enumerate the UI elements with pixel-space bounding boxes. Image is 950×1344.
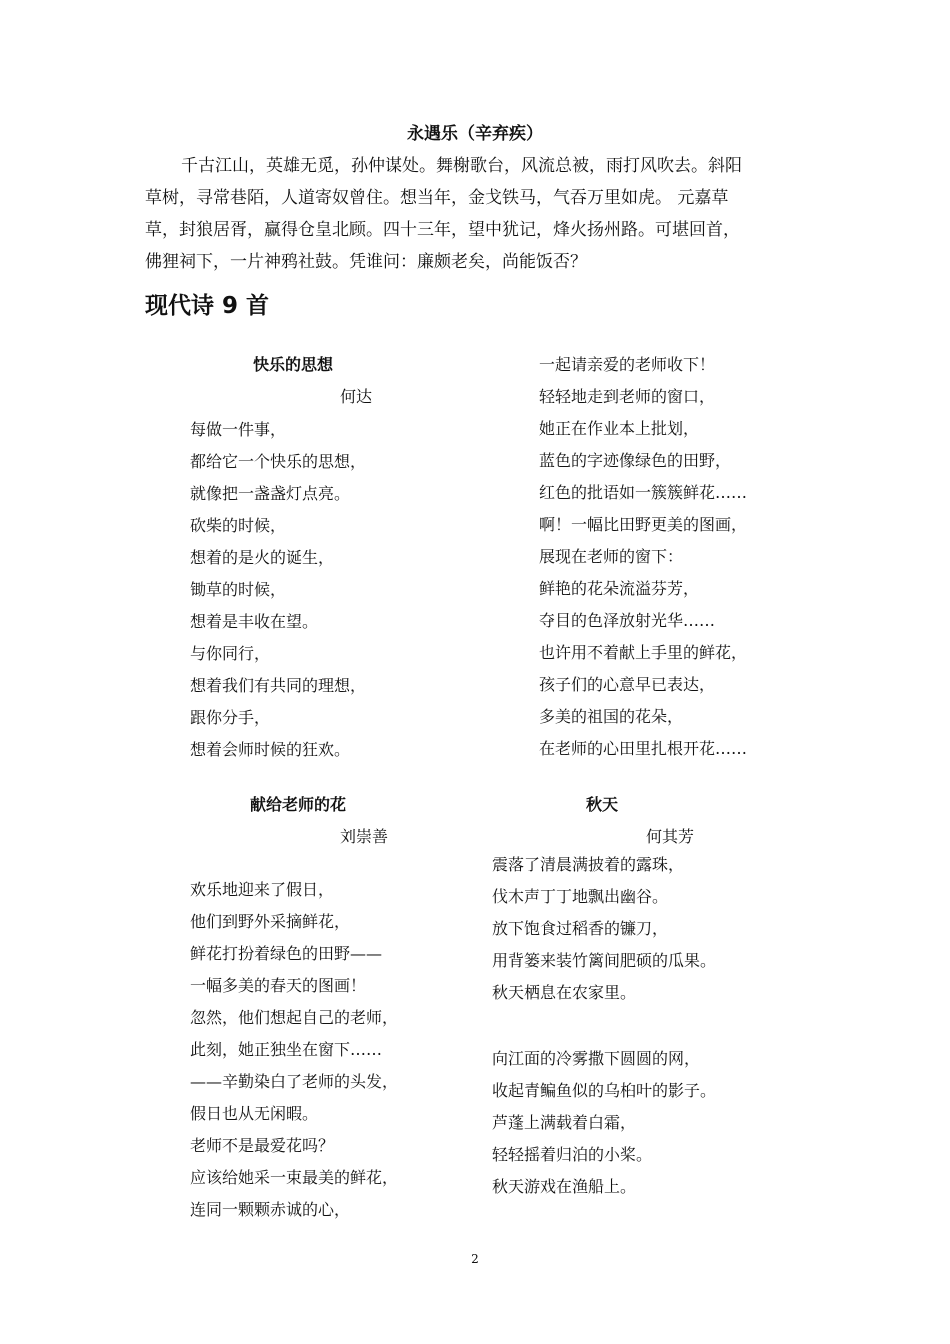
poem-line: 连同一颗颗赤诚的心， <box>190 1200 351 1219</box>
page-number: 2 <box>471 1252 479 1266</box>
poem-title-autumn: 秋天 <box>586 795 619 814</box>
poem-line: 蓝色的字迹像绿色的田野， <box>539 451 732 470</box>
poem-title-flowers-for-teacher: 献给老师的花 <box>250 795 347 814</box>
poem-line: 都给它一个快乐的思想， <box>190 452 367 471</box>
poem-line: 忽然，他们想起自己的老师， <box>190 1008 399 1027</box>
poem-line: 砍柴的时候， <box>190 516 287 535</box>
poem-line: 芦蓬上满载着白霜， <box>492 1113 637 1132</box>
poem-line: 老师不是最爱花吗？ <box>190 1136 335 1155</box>
ci-poem-body <box>145 150 815 278</box>
poem-line: 孩子们的心意早已表达， <box>539 675 716 694</box>
poem-line: 一幅多美的春天的图画！ <box>190 976 367 995</box>
poem-line: 想着是丰收在望。 <box>190 612 319 631</box>
poem-line: 啊！一幅比田野更美的图画， <box>539 515 748 534</box>
section-title: 现代诗 9 首 <box>145 293 270 319</box>
poem-title-happy-thought: 快乐的思想 <box>253 355 334 374</box>
poem-line: 展现在老师的窗下： <box>539 547 684 566</box>
poem-author-flowers-for-teacher: 刘崇善 <box>340 827 389 846</box>
poem-author-happy-thought: 何达 <box>340 387 373 406</box>
poem-body-autumn-stanza-1 <box>492 849 716 1009</box>
poem-line: 假日也从无闲暇。 <box>190 1104 319 1123</box>
ci-poem-line: 草，封狼居胥，赢得仓皇北顾。四十三年，望中犹记，烽火扬州路。可堪回首， <box>145 220 740 240</box>
poem-line: 想着会师时候的狂欢。 <box>190 740 351 759</box>
poem-line: 应该给她采一束最美的鲜花， <box>190 1168 399 1187</box>
ci-poem-line: 千古江山，英雄无觅，孙仲谋处。舞榭歌台，风流总被，雨打风吹去。斜阳 <box>181 156 742 176</box>
poem-line: 她正在作业本上批划， <box>539 419 700 438</box>
poem-body-happy-thought <box>190 414 366 766</box>
poem-line: 放下饱食过稻香的镰刀， <box>492 919 669 938</box>
poem-line: 用背篓来装竹篱间肥硕的瓜果。 <box>492 951 717 970</box>
poem-line: ——辛勤染白了老师的头发， <box>190 1072 399 1091</box>
poem-line: 每做一件事， <box>190 420 287 439</box>
poem-line: 跟你分手， <box>190 708 271 727</box>
poem-line: 鲜花打扮着绿色的田野—— <box>190 944 383 963</box>
poem-line: 就像把一盏盏灯点亮。 <box>190 484 351 503</box>
ci-poem-line: 佛狸祠下，一片神鸦社鼓。凭谁问：廉颇老矣，尚能饭否？ <box>145 252 587 272</box>
poem-line: 想着我们有共同的理想， <box>190 676 367 695</box>
poem-line: 收起青鳊鱼似的乌桕叶的影子。 <box>492 1081 717 1100</box>
poem-line: 欢乐地迎来了假日， <box>190 880 335 899</box>
poem-line: 此刻，她正独坐在窗下…… <box>190 1040 383 1059</box>
poem-line: 秋天栖息在农家里。 <box>492 983 637 1002</box>
poem-body-flowers-for-teacher <box>190 874 398 1226</box>
poem-line: 在老师的心田里扎根开花…… <box>539 739 748 758</box>
poem-line: 锄草的时候， <box>190 580 287 599</box>
poem-line: 鲜艳的花朵流溢芬芳， <box>539 579 700 598</box>
poem-line: 秋天游戏在渔船上。 <box>492 1177 637 1196</box>
ci-poem-line: 草树，寻常巷陌，人道寄奴曾住。想当年，金戈铁马，气吞万里如虎。 元嘉草 <box>145 188 729 208</box>
ci-poem-title: 永遇乐（辛弃疾） <box>407 124 543 144</box>
poem-line: 夺目的色泽放射光华…… <box>539 611 716 630</box>
poem-line: 也许用不着献上手里的鲜花， <box>539 643 748 662</box>
poem-line: 轻轻地走到老师的窗口， <box>539 387 716 406</box>
poem-line: 想着的是火的诞生， <box>190 548 335 567</box>
poem-line: 一起请亲爱的老师收下！ <box>539 355 716 374</box>
poem-line: 伐木声丁丁地飘出幽谷。 <box>492 887 669 906</box>
poem-line: 轻轻摇着归泊的小桨。 <box>492 1145 653 1164</box>
poem-body-flowers-continued <box>539 349 747 765</box>
poem-author-autumn: 何其芳 <box>646 827 695 846</box>
poem-line: 他们到野外采摘鲜花， <box>190 912 351 931</box>
poem-line: 多美的祖国的花朵， <box>539 707 684 726</box>
poem-line: 向江面的冷雾撒下圆圆的网， <box>492 1049 701 1068</box>
poem-line: 红色的批语如一簇簇鲜花…… <box>539 483 748 502</box>
poem-line: 与你同行， <box>190 644 271 663</box>
poem-body-autumn-stanza-2 <box>492 1043 716 1203</box>
poem-line: 震落了清晨满披着的露珠， <box>492 855 685 874</box>
